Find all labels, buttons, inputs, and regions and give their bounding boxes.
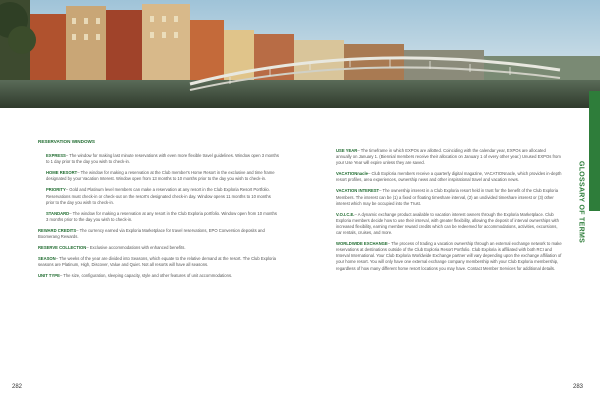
glossary-entry: RESERVE COLLECTION– Exclusive accommodations with enhanced benefits. [38,245,186,251]
glossary-entry: UNIT TYPE– The size, configuration, sleeping capacity, style and other features of unit accommodations. [38,273,233,279]
glossary-entry: EXPRESS– The window for making last minute reservations with even more flexible travel guidelines. Window open 3 months to 1 day prior to the day you wish to check-in. [46,153,279,165]
glossary-entry: USE YEAR– The timeframe in which EXPOs are allotted. Coinciding with the calendar year, EXPOs are allocated annually on January 1. (Biennial members receive their allocation on January 1 of every other year.) Unused EXPOs from your Use Year will expire unless they are saved. [336,148,561,166]
glossary-entry: STANDARD– The window for making a reservation at any resort in the Club Exploria portfolio. Window open from 10 months 3 months prior to the day you wish to check-in. [46,210,277,222]
header-photo [0,0,600,108]
glossary-entry: VACATIONnacle– Club Exploria members receive a quarterly digital magazine, VACATIONnacle, which provides in-depth resort profiles, area experiences, ownership news and other inspirational travel and vacation news. [336,171,562,183]
page-number-right: 283 [573,384,584,390]
glossary-entry: WORLDWIDE EXCHANGE– The process of trading a vacation ownership through an external exchange network to make reservations at destinations outside of the Club Exploria Resort Portfolio. Club Exploria is affiliated with both RCI and Interval International. Your Club Exploria Worldwide Exchange partner will vary depending upon the exchange affiliation of your home resort. You will only have one external exchange company membership with your Club Exploria membership, regardless of how many different home resort locations you may have. Contact Member Services for additional details. [336,241,562,271]
glossary-entry: V.O.I.C.E.– A dynamic exchange product available to vacation interest owners through the Exploria Marketplace. Club Exploria members decide how to use their interval, with greater flexibility, allowing the deposit of interval ownerships with increased flexibility, earning member reward credits which can be redeemed for accommodations, activities, excursions, car rentals, cruises, and more. [336,211,559,236]
right-page-column [336,148,562,277]
side-tab-label: GLOSSARY OF TERMS [577,160,585,244]
left-page-column [38,139,280,285]
glossary-entry: PRIORITY– Gold and Platinum level members can make a reservation at any resort in the Club Exploria Resort Portfolio. Reservations must check-in or check-out on the resort's designated check-in day. Window opens 11 months to 10 months prior to the day you wish to check-in. [46,187,271,205]
glossary-entry: REWARD CREDITS– The currency earned via Exploria Marketplace for travel reservations, EPO Conversion deposits and Boomerang Rewards. [38,227,265,240]
section-title: RESERVATION WINDOWS [38,139,95,144]
page-number-left: 282 [12,384,23,390]
glossary-entry: HOME RESORT– The window for making a reservation at the Club member's Home Resort in the exclusive and time frame designated by your Vacation Interest. Window open from 13 months to 10 months prior to the day you wish to check-in. [46,170,275,182]
glossary-entry: SEASON– The weeks of the year are divided into Seasons, which equate to the relative demand at the resort. The Club Exploria seasons are Platinum, High, Discover, Value and Quiet. Not all resorts will have all seasons. [38,256,276,268]
city-bridge-photo-icon [0,0,600,108]
glossary-entry: VACATION INTEREST– The ownership interest in a Club Exploria resort held in trust for the benefit of the Club Exploria Members. The interest can be (1) a fixed or floating timeshare interval, (2) an undivided timeshare interest or (3) other interest which may be occupied into the Trust. [336,188,559,206]
